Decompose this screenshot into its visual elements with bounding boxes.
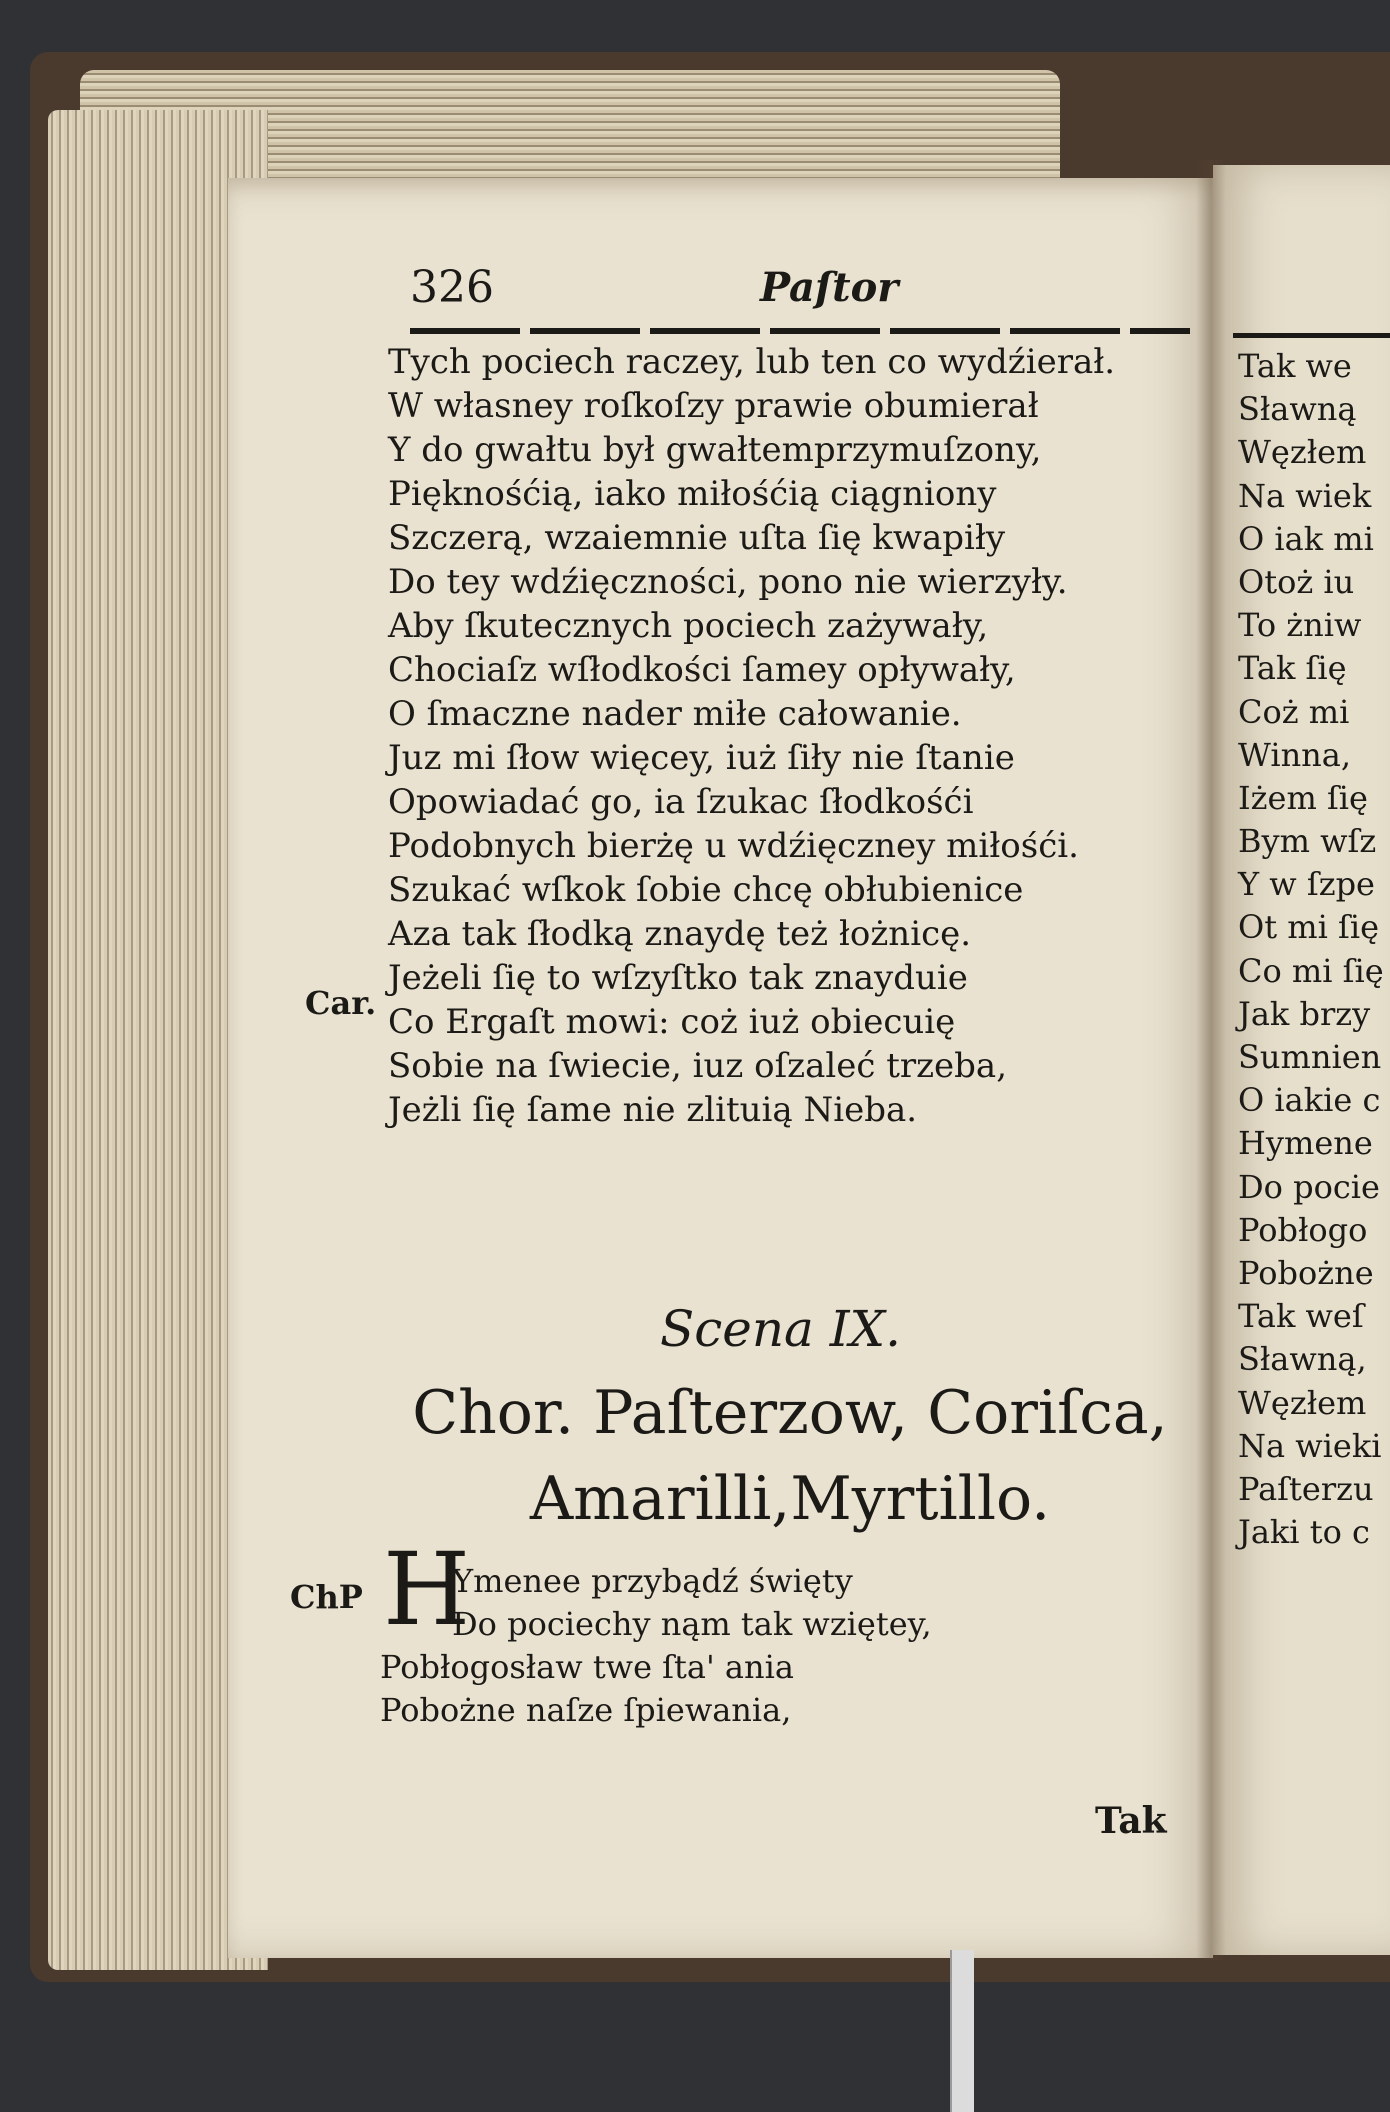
right-line: To żniw	[1238, 606, 1362, 645]
right-line: Y w ſzpe	[1238, 865, 1375, 904]
header-rule	[410, 328, 1190, 334]
verse-line: Juz mi ſłow więcey, iuż ſiły nie ſtanie	[388, 738, 1015, 778]
verse-line: O ſmaczne nader miłe całowanie.	[388, 694, 962, 734]
catchword: Tak	[1095, 1800, 1167, 1842]
right-line: Co mi ſię	[1238, 951, 1384, 990]
scene-heading: Scena IX.	[660, 1300, 901, 1358]
right-line: Na wiek	[1238, 476, 1372, 515]
running-title: Paſtor	[760, 264, 899, 311]
right-line: Tak ſię	[1238, 649, 1347, 688]
verse-line: Szukać wſkok ſobie chcę obłubienice	[388, 870, 1024, 910]
verse-line: Tych pociech raczey, lub ten co wydźierał.	[388, 342, 1116, 382]
right-line: Ot mi ſię	[1238, 908, 1380, 947]
right-line: O iak mi	[1238, 519, 1374, 558]
drop-cap: H	[383, 1531, 471, 1648]
chorus-line: Pobłogosław twe ſta' ania	[380, 1648, 794, 1686]
bookmark-ribbon	[950, 1950, 974, 2112]
chorus-line: Ymenee przybądź święty	[452, 1562, 853, 1600]
verse-line: Pięknośćią, iako miłośćią ciągniony	[388, 474, 997, 514]
verse-line: Do tey wdźięczności, pono nie wierzyły.	[388, 562, 1068, 602]
right-line: Jak brzy	[1238, 994, 1371, 1033]
right-line: O iakie c	[1238, 1081, 1381, 1120]
chorus-line: Do pociechy nąm tak wziętey,	[452, 1605, 932, 1643]
right-line: Sławną	[1238, 390, 1357, 429]
right-line: Sumnien	[1238, 1038, 1382, 1076]
verse-line: Aby ſkutecznych pociech zażywały,	[388, 606, 989, 646]
chorus-lines	[380, 1560, 1200, 1732]
verse-line: Co Ergaſt mowi: coż iuż obiecuię	[388, 1002, 956, 1042]
right-page-text	[1238, 345, 1390, 1554]
verse-line: Y do gwałtu był gwałtemprzymuſzony,	[388, 430, 1042, 470]
verse-line: Jeżli ſię ſame nie zlituią Nieba.	[388, 1090, 918, 1130]
verse-line: Chociaſz wſłodkości ſamey opływały,	[388, 650, 1016, 690]
right-line: Węzłem	[1238, 433, 1367, 472]
right-page-rule	[1233, 333, 1390, 338]
chorus-title-line: Chor. Paſterzow, Coriſca,	[412, 1378, 1168, 1448]
right-line: Coż mi	[1238, 692, 1350, 731]
chorus-line: Pobożne naſze ſpiewania,	[380, 1691, 792, 1729]
right-line: Otoż iu	[1238, 562, 1355, 601]
chorus-title-line: Amarilli,Myrtillo.	[529, 1464, 1051, 1534]
verse-line: Podobnych bierżę u wdźięczney miłośći.	[388, 826, 1079, 866]
chorus-title	[380, 1370, 1200, 1542]
running-head	[410, 262, 1200, 312]
right-line: Do pocie	[1238, 1167, 1380, 1206]
speaker-label-car: Car.	[305, 984, 377, 1022]
verse-line: Sobie na ſwiecie, iuz oſzaleć trzeba,	[388, 1046, 1008, 1086]
right-line: Na wieki	[1238, 1426, 1382, 1465]
right-line: Hymene	[1238, 1124, 1373, 1163]
right-line: Iżem ſię	[1238, 778, 1368, 817]
right-line: Winna,	[1238, 735, 1352, 774]
right-line: Bym wſz	[1238, 822, 1377, 861]
verse-block	[388, 340, 1208, 1132]
right-line: Jaki to c	[1238, 1513, 1370, 1552]
right-line: Paſterzu	[1238, 1469, 1374, 1508]
speaker-label-chp: ChP	[290, 1578, 363, 1616]
verse-line: Aza tak ſłodką znaydę też łożnicę.	[388, 914, 972, 954]
right-line: Sławną,	[1238, 1340, 1367, 1379]
right-line: Pobłogo	[1238, 1210, 1368, 1249]
verse-line: W własney roſkoſzy prawie obumierał	[388, 386, 1039, 426]
verse-line: Opowiadać go, ia ſzukac ſłodkośći	[388, 782, 974, 822]
verse-line: Jeżeli ſię to wſzyſtko tak znayduie	[388, 958, 968, 998]
page-number: 326	[410, 262, 494, 313]
right-line: Tak we	[1238, 347, 1352, 385]
right-line: Pobożne	[1238, 1253, 1374, 1292]
right-line: Węzłem	[1238, 1383, 1367, 1422]
verse-line: Szczerą, wzaiemnie uſta ſię kwapiły	[388, 518, 1006, 558]
right-line: Tak weſ	[1238, 1297, 1364, 1336]
right-page	[1213, 165, 1390, 1955]
